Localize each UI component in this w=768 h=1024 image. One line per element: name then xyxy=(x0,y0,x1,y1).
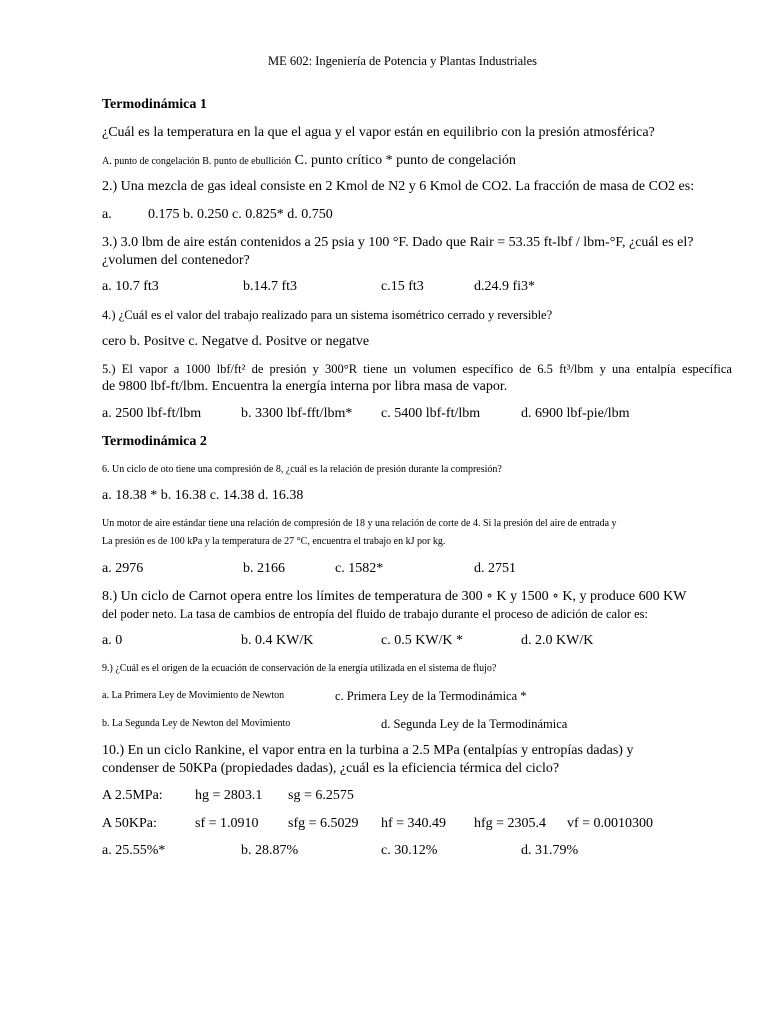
page-header: ME 602: Ingeniería de Potencia y Plantas Industriales xyxy=(268,54,538,68)
q10-row2-hf: hf = 340.49 xyxy=(381,816,447,831)
q3-text-line1: 3.) 3.0 lbm de aire están contenidos a 25 psia y 100 °F. Dado que Rair = 53.35 ft-lbf / lbm-°F, ¿cuál es el? xyxy=(102,235,694,250)
q10-row1-label: A 2.5MPa: xyxy=(102,788,163,803)
q10-row2-sfg: sfg = 6.5029 xyxy=(288,816,359,831)
q5-text-line1: 5.) El vapor a 1000 lbf/ft² de presión y 300°R tiene un volumen específico de 6.5 ft³/lbm y una entalpía específica xyxy=(102,362,732,376)
q4-options: cero b. Positve c. Negatve d. Positve or negatve xyxy=(102,334,370,349)
q7-option-b: b. 2166 xyxy=(243,561,285,576)
q1-text: ¿Cuál es la temperatura en la que el agua y el vapor están en equilibrio con la presión atmosférica? xyxy=(102,125,655,140)
section-title-thermo2: Termodinámica 2 xyxy=(102,434,207,449)
q10-row2-hfg: hfg = 2305.4 xyxy=(474,816,547,831)
q9-option-c: c. Primera Ley de la Termodinámica * xyxy=(335,689,527,703)
q7-text-line2: La presión es de 100 kPa y la temperatura de 27 °C, encuentra el trabajo en kJ por kg. xyxy=(102,536,446,547)
q5-option-a: a. 2500 lbf-ft/lbm xyxy=(102,406,202,421)
q5-option-d: d. 6900 lbf-pie/lbm xyxy=(521,406,630,421)
q7-option-a: a. 2976 xyxy=(102,561,144,576)
q9-option-d: d. Segunda Ley de la Termodinámica xyxy=(381,717,568,731)
q8-option-d: d. 2.0 KW/K xyxy=(521,633,594,648)
q8-option-b: b. 0.4 KW/K xyxy=(241,633,314,648)
q6-options: a. 18.38 * b. 16.38 c. 14.38 d. 16.38 xyxy=(102,488,304,503)
q9-text: 9.) ¿Cuál es el origen de la ecuación de conservación de la energía utilizada en el sistema de flujo? xyxy=(102,663,497,674)
q10-text-line2: condenser de 50KPa (propiedades dadas), ¿cuál es la eficiencia térmica del ciclo? xyxy=(102,761,560,776)
q5-text-line2: de 9800 lbf-ft/lbm. Encuentra la energía interna por libra masa de vapor. xyxy=(102,379,508,394)
q10-row1-hg: hg = 2803.1 xyxy=(195,788,263,803)
q10-option-b: b. 28.87% xyxy=(241,843,299,858)
q10-row2-vf: vf = 0.0010300 xyxy=(567,816,654,831)
q2-a-label: a. xyxy=(102,207,112,222)
q10-option-a: a. 25.55%* xyxy=(102,843,166,858)
section-title-thermo1: Termodinámica 1 xyxy=(102,97,207,112)
q9-option-a: a. La Primera Ley de Movimiento de Newton xyxy=(102,690,285,701)
q10-option-c: c. 30.12% xyxy=(381,843,438,858)
q9-option-b: b. La Segunda Ley de Newton del Movimiento xyxy=(102,718,291,729)
q2-options: 0.175 b. 0.250 c. 0.825* d. 0.750 xyxy=(148,207,333,222)
q3-option-d: d.24.9 fi3* xyxy=(474,279,536,294)
q4-text: 4.) ¿Cuál es el valor del trabajo realizado para un sistema isométrico cerrado y reversible? xyxy=(102,308,553,322)
q6-text: 6. Un ciclo de oto tiene una compresión de 8, ¿cuál es la relación de presión durante la compresión? xyxy=(102,464,502,475)
q1-options-small: A. punto de congelación B. punto de ebullición xyxy=(102,156,292,167)
q10-row2-sf: sf = 1.0910 xyxy=(195,816,259,831)
q5-option-b: b. 3300 lbf-fft/lbm* xyxy=(241,406,353,421)
q1-options xyxy=(102,153,516,170)
q3-option-b: b.14.7 ft3 xyxy=(243,279,298,294)
q3-text-line2: ¿volumen del contenedor? xyxy=(102,253,250,268)
q10-text-line1: 10.) En un ciclo Rankine, el vapor entra en la turbina a 2.5 MPa (entalpías y entropías dadas) y xyxy=(102,743,634,758)
q8-text-line2: del poder neto. La tasa de cambios de entropía del fluido de trabajo durante el proceso de adición de calor es: xyxy=(102,607,648,621)
q10-option-d: d. 31.79% xyxy=(521,843,579,858)
q8-option-c: c. 0.5 KW/K * xyxy=(381,633,464,648)
q10-row2-label: A 50KPa: xyxy=(102,816,157,831)
q8-text-line1: 8.) Un ciclo de Carnot opera entre los límites de temperatura de 300 ∘ K y 1500 ∘ K, y produce 600 KW xyxy=(102,589,687,604)
q5-option-c: c. 5400 lbf-ft/lbm xyxy=(381,406,481,421)
q10-row1-sg: sg = 6.2575 xyxy=(288,788,354,803)
q7-text-line1: Un motor de aire estándar tiene una relación de compresión de 18 y una relación de corte de 4. Si la presión del aire de entrada y xyxy=(102,518,617,529)
q1-options-large: C. punto crítico * punto de congelación xyxy=(294,153,516,168)
q7-option-d: d. 2751 xyxy=(474,561,516,576)
q8-option-a: a. 0 xyxy=(102,633,123,648)
q2-text: 2.) Una mezcla de gas ideal consiste en 2 Kmol de N2 y 6 Kmol de CO2. La fracción de masa de CO2 es: xyxy=(102,179,695,194)
q3-option-c: c.15 ft3 xyxy=(381,279,424,294)
q7-option-c: c. 1582* xyxy=(335,561,384,576)
q3-option-a: a. 10.7 ft3 xyxy=(102,279,159,294)
